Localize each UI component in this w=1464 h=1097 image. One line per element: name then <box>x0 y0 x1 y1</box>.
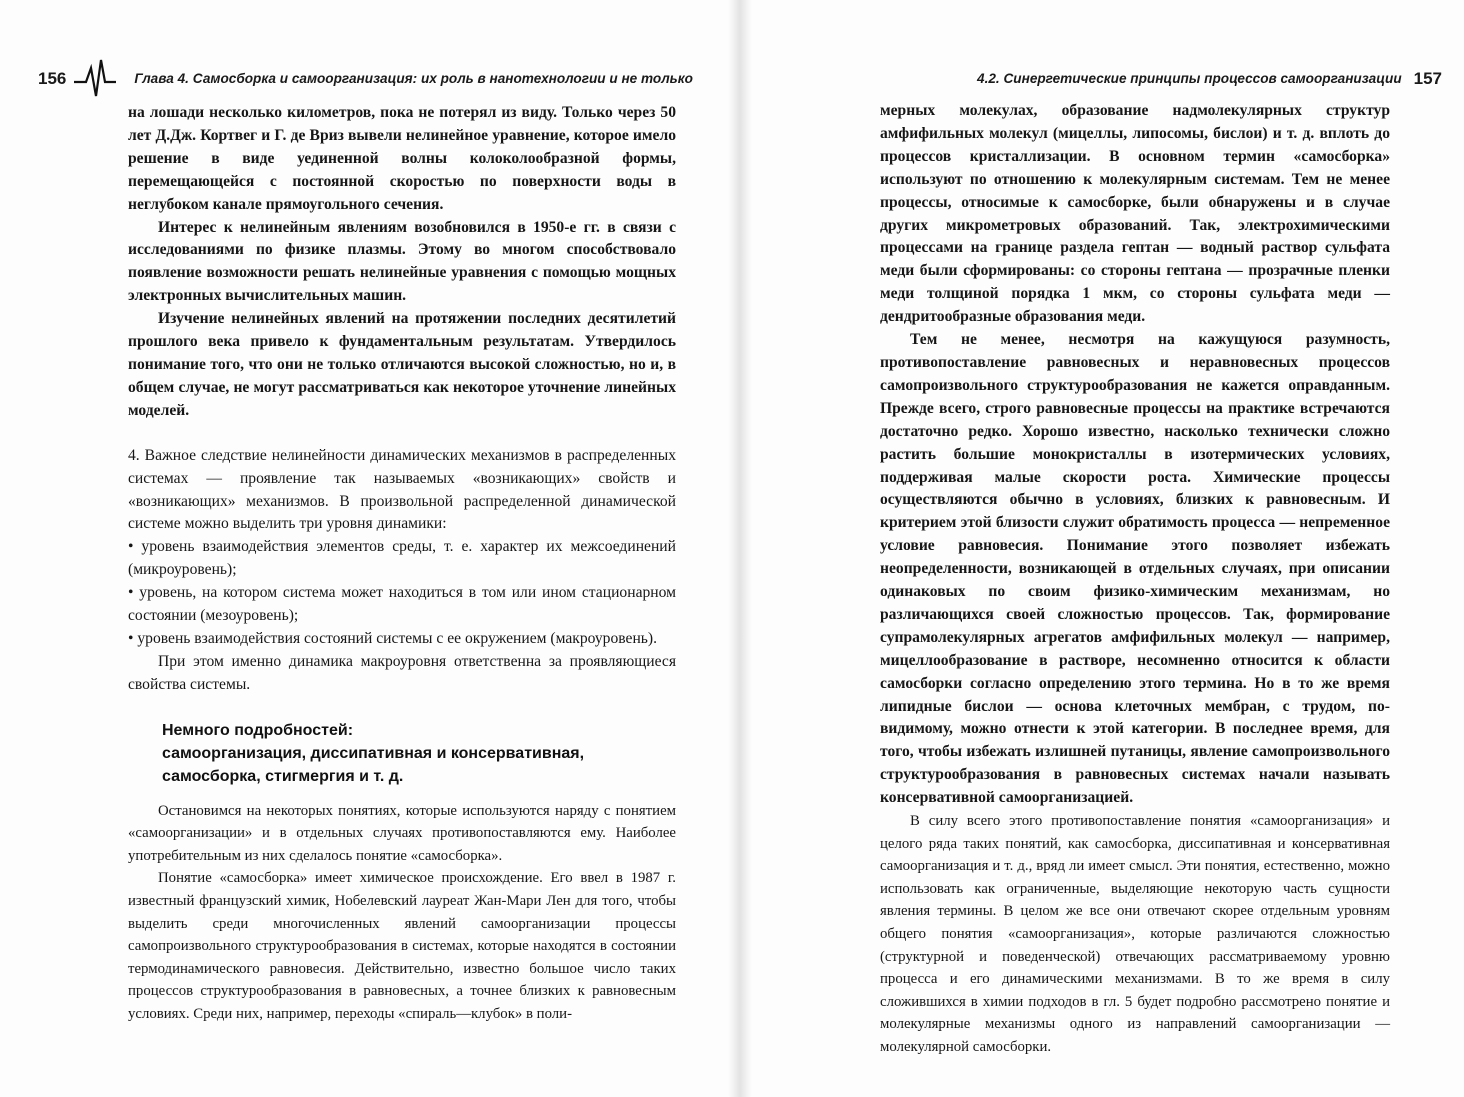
list-item: • уровень взаимодействия состояний системы с ее окружением (макроуровень). <box>128 629 657 647</box>
paragraph: В силу всего этого противопоставление понятия «самоорганизация» и целого ряда таких понятий, как самосборка, диссипативная и консервативная самоорганизация и т. д., вряд ли имеет смысл. Эти понятия, естественно, можно использовать как ограниченные, выделяющие некоторую часть сущности явления термины. В целом же все они отвечают скорее отдельным уровням общего понятия «самоорганизация», которые различаются сложностью (структурной и поведенческой) отвечающих рассматриваемому уровню процесса и его динамическими механизмами. В то же время в силу сложившихся в химии подходов в гл. 5 будет подробно рассмотрено понятие и молекулярные механизмы одного из направлений самоорганизации — молекулярной самосборки. <box>880 813 1390 1056</box>
ecg-pulse-icon <box>72 56 118 102</box>
list-item: • уровень взаимодействия элементов среды, т. е. характер их межсоединений (микроуровень); <box>128 538 676 579</box>
right-page-number: 157 <box>1413 69 1442 88</box>
section-heading-line: Немного подробностей: <box>162 721 354 739</box>
paragraph: Остановимся на некоторых понятиях, которые используются наряду с понятием «самоорганизации» и в отдельных случаях противопоставляются ему. Наиболее употребительным из них сделалось понятие «самосборка». <box>128 802 676 864</box>
left-page-number: 156 <box>38 69 67 88</box>
paragraph: При этом именно динамика макроуровня ответственна за проявляющиеся свойства системы. <box>128 652 676 693</box>
paragraph: Изучение нелинейных явлений на протяжении последних десятилетий прошлого века привело к фундаментальным результатам. Утвердилось понимание того, что они не только отличаются высокой сложностью, но и, в общем случае, не могут рассматриваться как некоторое уточнение линейных моделей. <box>128 310 676 419</box>
paragraph: Понятие «самосборка» имеет химическое происхождение. Его ввел в 1987 г. известный французский химик, Нобелевский лауреат Жан-Мари Лен для того, чтобы выделить среди многочисленных явлений самоорганизации процессы самопроизвольного структурообразования в системах, которые находятся в состоянии термодинамического равновесия. Действительно, известно большое число таких процессов структурообразования в равновесных, а точнее близких к равновесным условиях. Среди них, например, переходы «спираль—клубок» в поли- <box>128 870 676 1022</box>
right-page <box>740 0 1464 1097</box>
left-running-head <box>38 56 698 102</box>
left-page-body <box>128 102 676 1026</box>
right-page-body <box>880 100 1390 1059</box>
paragraph: мерных молекулах, образование надмолекулярных структур амфифильных молекул (мицеллы, липосомы, бислои) и т. д. вплоть до процессов кристаллизации. В основном термин «самосборка» используют по отношению к молекулярным системам. Тем не менее процессы, относимые к самосборке, были обнаружены и в случае других микрометровых образований. Так, электрохимическими процессами на границе раздела гептан — водный раствор сульфата меди были сформированы: со стороны гептана — прозрачные пленки меди толщиной порядка 1 мкм, со стороны сульфата меди — дендритообразные образования меди. <box>880 102 1390 326</box>
paragraph: 4. Важное следствие нелинейности динамических механизмов в распределенных системах — проявление так называемых «возникающих» свойств и «возникающих» механизмов. В произвольной распределенной динамической системе можно выделить три уровня динамики: <box>128 446 676 533</box>
right-running-head <box>977 56 1442 102</box>
paragraph: на лошади несколько километров, пока не потерял из виду. Только через 50 лет Д.Дж. Кортвег и Г. де Вриз вывели нелинейное уравнение, которое имело решение в виде уединенной волны колоколообразной формы, перемещающейся с постоянной скоростью по поверхности воды в неглубоком канале прямоугольного сечения. <box>128 104 676 213</box>
section-heading <box>128 719 676 788</box>
paragraph: Тем не менее, несмотря на кажущуюся разумность, противопоставление равновесных и неравновесных процессов самопроизвольного структурообразования не кажется оправданным. Прежде всего, строго равновесные процессы на практике встречаются достаточно редко. Хорошо известно, насколько технически сложно растить большие монокристаллы в изотермических условиях, поддерживая малые скорости роста. Химические процессы осуществляются обычно в условиях, близких к равновесным. И критерием этой близости служит обратимость процесса — непременное условие равновесия. Понимание этого позволяет избежать неопределенности, возникающей в отдельных случаях, при описании одинаковых по своим физико-химическим механизмам, но различающихся своей сложностью процессов. Так, формирование супрамолекулярных агрегатов амфифильных молекул — например, мицеллообразование в растворе, несомненно относится к области самосборки согласно определению этого термина. Но в то же время липидные бислои — основа клеточных мембран, с трудом, по-видимому, можно отнести к этой категории. В последнее время, для того, чтобы избежать излишней путаницы, явление самопроизвольного структурообразования в равновесных системах начали называть консервативной самоорганизацией. <box>880 331 1390 807</box>
paragraph: Интерес к нелинейным явлениям возобновился в 1950-е гг. в связи с исследованиями по физике плазмы. Этому во многом способствовало появление возможности решать нелинейные уравнения с помощью мощных электронных вычислительных машин. <box>128 218 676 305</box>
section-heading-line: самосборка, стигмергия и т. д. <box>162 767 404 785</box>
section-heading-line: самоорганизация, диссипативная и консервативная, <box>162 744 585 762</box>
right-running-title: 4.2. Синергетические принципы процессов самоорганизации <box>977 70 1402 86</box>
list-item: • уровень, на котором система может находиться в том или ином стационарном состоянии (мезоуровень); <box>128 584 676 625</box>
left-running-title: Глава 4. Самосборка и самоорганизация: их роль в нанотехнологии и не только <box>134 70 693 86</box>
